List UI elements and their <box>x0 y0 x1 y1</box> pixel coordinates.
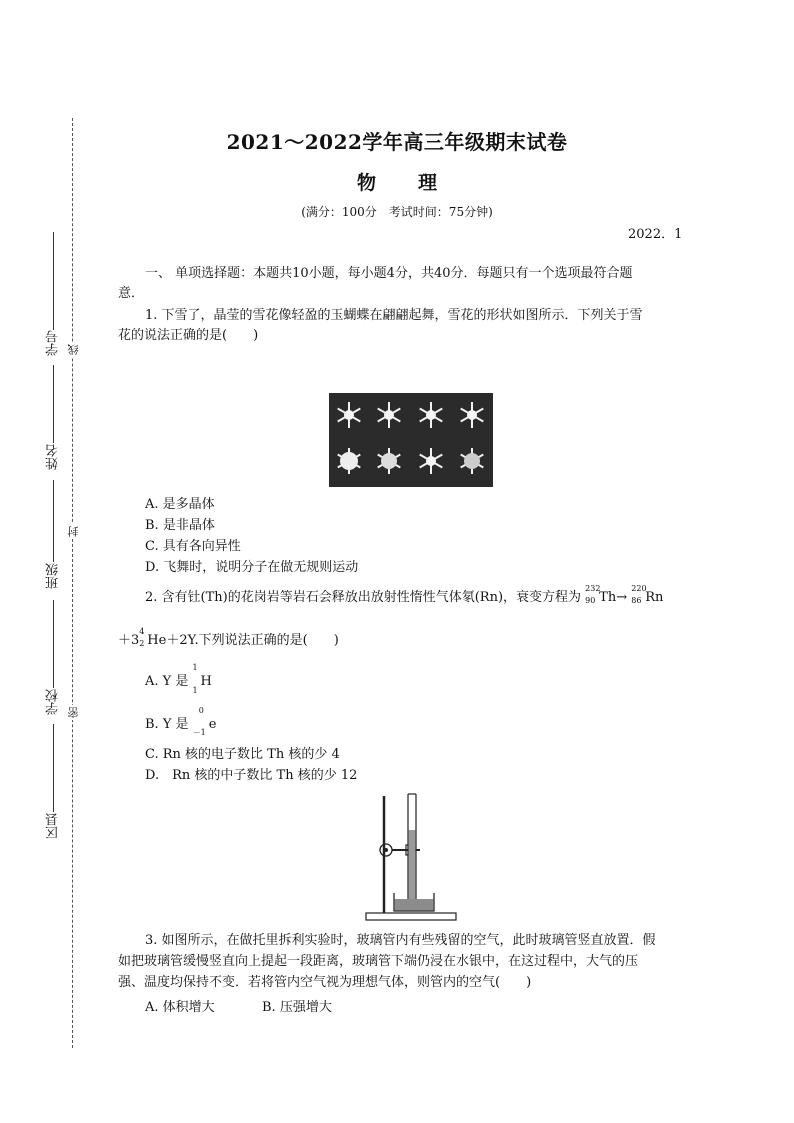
q2-line1-text: 2. 含有钍(Th)的花岗岩等岩石会释放出放射性惰性气体氡(Rn)，衰变方程为 <box>145 590 582 605</box>
seal-char-line: 线 <box>67 344 80 355</box>
q3-option-a: A. 体积增大 <box>145 1000 215 1015</box>
q1-line2: 花的说法正确的是( ) <box>118 328 259 343</box>
q2-line1 <box>145 584 664 608</box>
q1-option-b: B. 是非晶体 <box>145 518 215 533</box>
q1-option-d: D. 飞舞时，说明分子在做无规则运动 <box>145 560 359 575</box>
student-id-label: 学号 <box>46 330 61 356</box>
q2-option-b <box>145 706 217 737</box>
h-nuclide-numbers <box>192 663 201 695</box>
q1-option-c: C. 具有各向异性 <box>145 539 241 554</box>
district-label: 区县 <box>46 813 61 839</box>
q2-option-d: D. Rn 核的中子数比 Th 核的少 12 <box>145 768 358 783</box>
q2-line2-text: ＋2Y.下列说法正确的是( ) <box>166 633 339 648</box>
student-id-underline <box>53 232 54 330</box>
th-nuclide-numbers <box>585 584 601 605</box>
snowflake-photo <box>329 393 493 487</box>
h-mass-number: 1 <box>192 663 198 672</box>
e-charge-number: －1 <box>192 728 206 737</box>
q2-option-a <box>145 663 212 695</box>
class-label: 班级 <box>46 563 61 589</box>
e-symbol: e <box>208 717 217 732</box>
exam-date: 2022．1 <box>628 227 683 242</box>
school-underline <box>53 600 54 688</box>
name-underline <box>53 365 54 443</box>
torricelli-apparatus-figure <box>360 790 460 925</box>
he-mass-number: 4 <box>139 627 145 636</box>
th-mass-number: 232 <box>585 584 601 593</box>
exam-subject: 物理 <box>356 172 479 194</box>
th-symbol: Th <box>599 590 617 605</box>
q2-line2 <box>118 627 339 651</box>
decay-arrow: → <box>616 590 628 605</box>
e-mass-number: 0 <box>198 706 204 715</box>
q1-line1: 1. 下雪了，晶莹的雪花像轻盈的玉蝴蝶在翩翩起舞，雪花的形状如图所示．下列关于雪 <box>145 308 643 323</box>
q3-option-b: B. 压强增大 <box>262 1000 332 1015</box>
district-underline <box>53 724 54 812</box>
rn-symbol: Rn <box>645 590 664 605</box>
q2-option-a-text: A. Y 是 <box>145 674 189 689</box>
q3-line2: 如把玻璃管缓慢竖直向上提起一段距离，玻璃管下端仍浸在水银中，在这过程中，大气的压 <box>118 954 639 969</box>
section-heading-cont: 意． <box>118 286 145 301</box>
th-charge-number: 90 <box>585 596 596 605</box>
school-label: 学校 <box>46 689 61 715</box>
he-symbol: He <box>147 633 167 648</box>
class-underline <box>53 480 54 562</box>
e-nuclide-numbers <box>192 706 209 737</box>
seal-char-seal: 封 <box>67 526 80 537</box>
rn-charge-number: 86 <box>631 596 642 605</box>
name-label: 姓名 <box>46 444 61 470</box>
he-nuclide-numbers <box>139 627 147 648</box>
exam-title: 2021～2022学年高三年级期末试卷 <box>226 130 568 154</box>
q3-line3: 强、温度均保持不变．若将管内空气视为理想气体，则管内的空气( ) <box>118 975 532 990</box>
q1-option-a: A. 是多晶体 <box>145 497 215 512</box>
binding-dashed-line <box>72 118 73 1048</box>
h-charge-number: 1 <box>192 686 198 695</box>
q2-option-c: C. Rn 核的电子数比 Th 核的少 4 <box>145 747 340 762</box>
he-charge-number: 2 <box>139 639 145 648</box>
seal-char-secret: 密 <box>67 707 80 718</box>
rn-mass-number: 220 <box>631 584 647 593</box>
q2-plus-three: ＋3 <box>118 633 140 648</box>
exam-info: (满分：100分 考试时间：75分钟) <box>301 205 493 219</box>
q2-option-b-text: B. Y 是 <box>145 717 189 732</box>
rn-nuclide-numbers <box>631 584 647 605</box>
q3-line1: 3. 如图所示，在做托里拆利实验时，玻璃管内有些残留的空气，此时玻璃管竖直放置．假 <box>145 933 656 948</box>
section-heading: 一、 单项选择题：本题共10小题，每小题4分，共40分．每题只有一个选项最符合题 <box>145 266 633 281</box>
h-symbol: H <box>200 674 212 689</box>
